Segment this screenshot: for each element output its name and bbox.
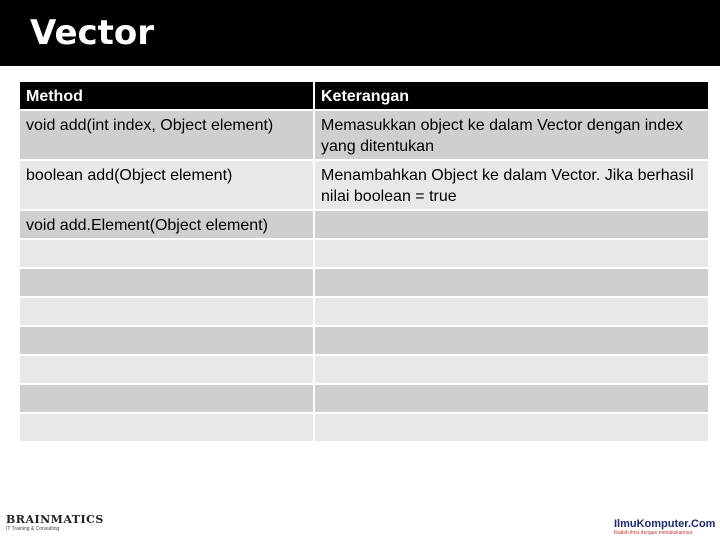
table-row bbox=[19, 355, 709, 384]
description-cell bbox=[314, 268, 709, 297]
table-row bbox=[19, 110, 709, 160]
table-row bbox=[19, 239, 709, 268]
brainmatics-logo bbox=[6, 513, 104, 538]
table-row bbox=[19, 326, 709, 355]
header-method: Method bbox=[19, 81, 314, 110]
table-row bbox=[19, 160, 709, 210]
description-cell: Menambahkan Object ke dalam Vector. Jika berhasil nilai boolean = true bbox=[314, 160, 709, 210]
description-cell bbox=[314, 355, 709, 384]
method-cell bbox=[19, 355, 314, 384]
method-cell bbox=[19, 413, 314, 442]
description-cell bbox=[314, 413, 709, 442]
method-cell bbox=[19, 239, 314, 268]
header-keterangan: Keterangan bbox=[314, 81, 709, 110]
description-cell bbox=[314, 297, 709, 326]
table-row bbox=[19, 413, 709, 442]
method-cell bbox=[19, 384, 314, 413]
description-cell: Memasukkan object ke dalam Vector dengan index yang ditentukan bbox=[314, 110, 709, 160]
slide-title: Vector bbox=[30, 13, 155, 53]
table-row bbox=[19, 268, 709, 297]
description-cell bbox=[314, 239, 709, 268]
method-cell bbox=[19, 326, 314, 355]
methods-table bbox=[18, 80, 710, 443]
table-row bbox=[19, 210, 709, 239]
description-cell bbox=[314, 326, 709, 355]
method-cell bbox=[19, 268, 314, 297]
ilmukomputer-logo bbox=[614, 518, 718, 540]
brainmatics-logo-text: BRAINMATICS bbox=[6, 513, 104, 526]
description-cell bbox=[314, 210, 709, 239]
brainmatics-logo-tagline: IT Training & Consulting bbox=[6, 526, 60, 532]
table-header-row bbox=[19, 81, 709, 110]
method-cell bbox=[19, 297, 314, 326]
title-bar bbox=[0, 0, 720, 66]
method-cell: boolean add(Object element) bbox=[19, 160, 314, 210]
ilmukomputer-logo-text: IlmuKomputer.Com bbox=[614, 518, 716, 530]
description-cell bbox=[314, 384, 709, 413]
method-cell: void add(int index, Object element) bbox=[19, 110, 314, 160]
method-cell: void add.Element(Object element) bbox=[19, 210, 314, 239]
ilmukomputer-logo-tagline: Ikatlah ilmu dengan menuliskannya bbox=[614, 530, 693, 536]
table-row bbox=[19, 384, 709, 413]
table-row bbox=[19, 297, 709, 326]
